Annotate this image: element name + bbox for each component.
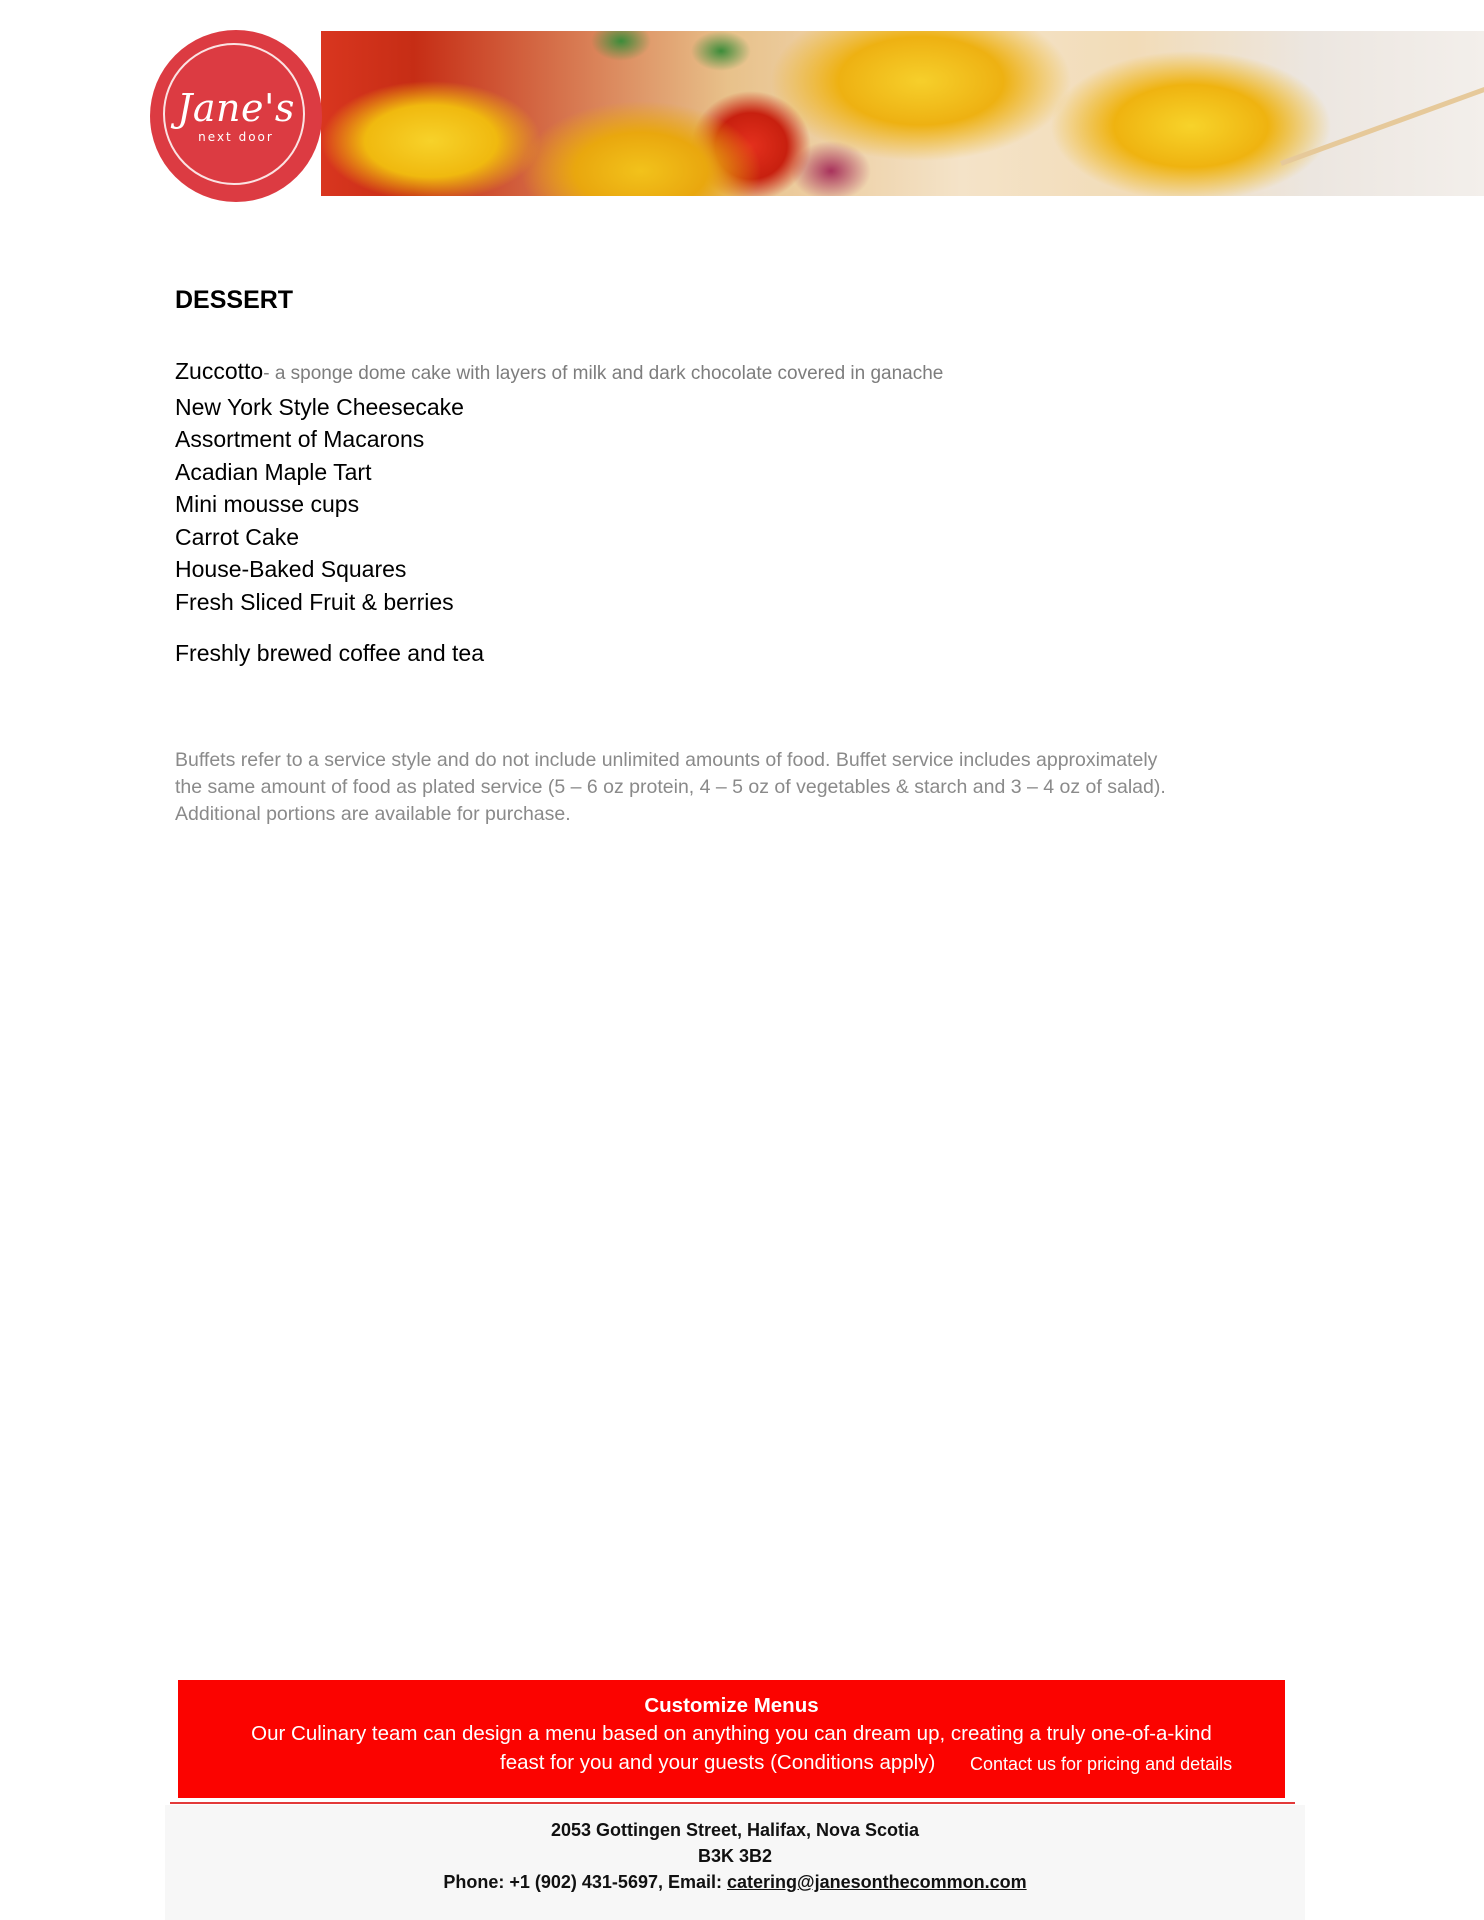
buffet-note (175, 747, 1305, 828)
footer-phone: Phone: +1 (902) 431-5697, Email: (443, 1872, 727, 1892)
menu-item: New York Style Cheesecake (175, 393, 464, 420)
footer-contact (165, 1872, 1305, 1893)
buffet-note-line: the same amount of food as plated service (5 – 6 oz protein, 4 – 5 oz of vegetables & starch and 3 – 4 oz of salad). (175, 776, 1166, 798)
logo-subtitle: next door (198, 130, 274, 144)
menu-item-name: Zuccotto (175, 358, 264, 384)
header-banner-image (321, 31, 1484, 196)
banner-skewer (1280, 86, 1484, 166)
section-heading: DESSERT (175, 286, 294, 314)
footer (165, 1805, 1305, 1920)
menu-item (175, 355, 943, 391)
promo-title: Customize Menus (644, 1694, 819, 1717)
footer-address: 2053 Gottingen Street, Halifax, Nova Scotia (550, 1820, 920, 1840)
logo-text (177, 88, 295, 144)
menu-item: Assortment of Macarons (175, 426, 425, 452)
footer-divider (170, 1802, 1295, 1804)
menu-item: Carrot Cake (175, 523, 299, 550)
footer-postal-code: B3K 3B2 (697, 1846, 773, 1866)
email-link[interactable]: catering@janesonthecommon.com (727, 1872, 1027, 1892)
menu-item: Mini mousse cups (175, 491, 360, 517)
buffet-note-line: Additional portions are available for purchase. (175, 803, 571, 825)
logo-script: Jane's (177, 86, 295, 130)
menu-item-list (175, 355, 943, 618)
promo-text-line: feast for you and your guests (Conditions apply) (500, 1751, 936, 1774)
menu-item: House-Baked Squares (175, 556, 407, 582)
customize-menus-banner (178, 1680, 1285, 1798)
menu-item-description: - a sponge dome cake with layers of milk and dark chocolate covered in ganache (263, 363, 944, 384)
menu-item: Acadian Maple Tart (175, 458, 372, 485)
promo-contact-text: Contact us for pricing and details (970, 1754, 1233, 1774)
beverage-line: Freshly brewed coffee and tea (175, 640, 484, 666)
brand-logo (150, 30, 322, 202)
promo-text-line: Our Culinary team can design a menu based on anything you can dream up, creating a truly one-of-a-kind (251, 1722, 1212, 1745)
buffet-note-line: Buffets refer to a service style and do not include unlimited amounts of food. Buffet service includes approximately (175, 749, 1158, 771)
menu-item: Fresh Sliced Fruit & berries (175, 588, 454, 615)
